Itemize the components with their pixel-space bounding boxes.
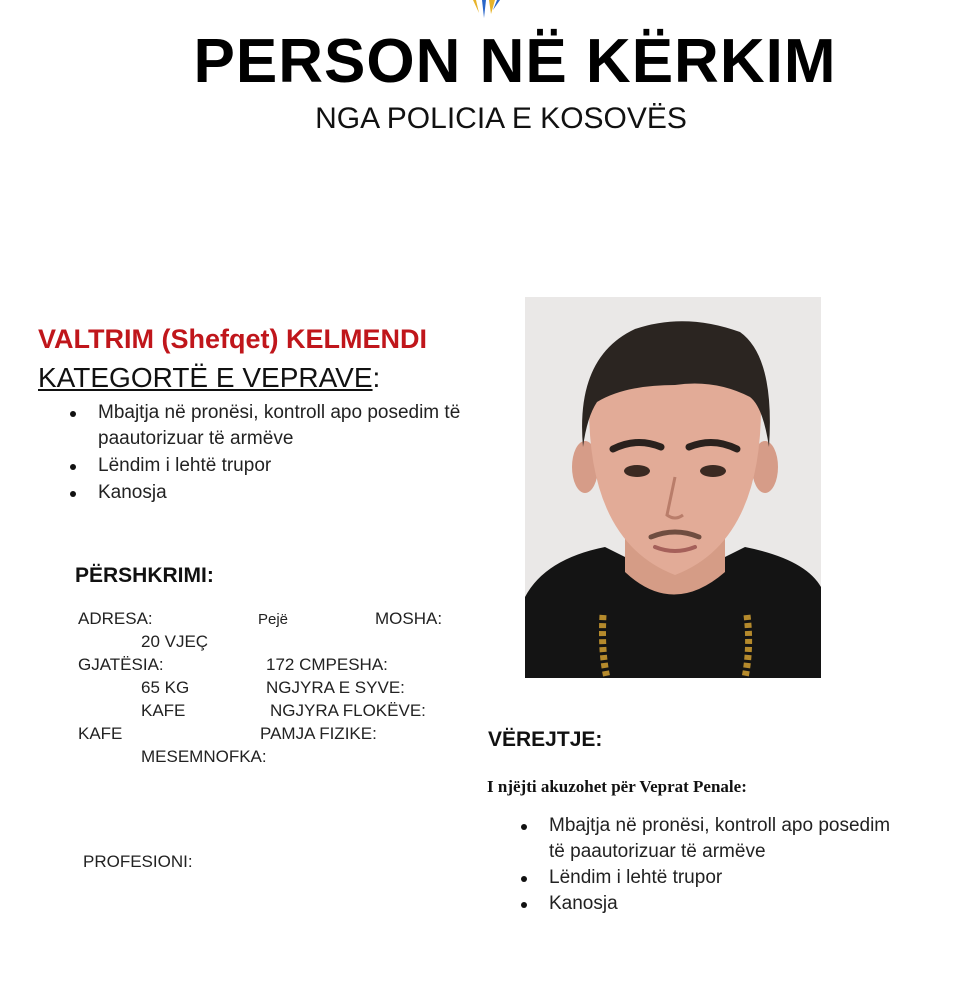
list-item: Kanosja	[68, 480, 508, 506]
syte-value: KAFE	[141, 701, 186, 720]
flokeve-value: KAFE	[78, 724, 123, 743]
person-photo	[525, 297, 821, 678]
police-emblem-icon	[455, 0, 515, 22]
list-item: Kanosja	[519, 891, 909, 917]
adresa-value: Pejë	[258, 611, 289, 628]
page-title: PERSON NË KËRKIM	[193, 27, 837, 96]
page-subtitle: NGA POLICIA E KOSOVËS	[315, 102, 687, 135]
categories-heading	[38, 362, 380, 394]
categories-heading-text: KATEGORTË E VEPRAVE	[38, 362, 373, 393]
list-item: Mbajtja në pronësi, kontroll apo posedim të paautorizuar të armëve	[68, 400, 508, 452]
adresa-label: ADRESA:	[78, 609, 153, 628]
remarks-note: I njëjti akuzohet për Veprat Penale:	[487, 777, 747, 796]
syte-label: NGJYRA E SYVE:	[266, 678, 405, 697]
list-item: Lëndim i lehtë trupor	[519, 865, 909, 891]
remarks-list	[519, 813, 909, 917]
list-item: Mbajtja në pronësi, kontroll apo posedim të paautorizuar të armëve	[519, 813, 909, 865]
categories-heading-colon: :	[372, 362, 381, 393]
categories-list	[68, 400, 508, 507]
pamja-label: PAMJA FIZIKE:	[260, 724, 377, 743]
shenja-label: MESEMNOFKA:	[141, 747, 267, 766]
mosha-label: MOSHA:	[375, 609, 443, 628]
description-heading: PËRSHKRIMI:	[75, 564, 214, 587]
list-item: Lëndim i lehtë trupor	[68, 453, 508, 479]
remarks-heading: VËREJTJE:	[488, 728, 603, 751]
flokeve-label: NGJYRA FLOKËVE:	[270, 701, 426, 720]
pesha-value: 65 KG	[141, 678, 190, 697]
person-name: VALTRIM (Shefqet) KELMENDI	[38, 324, 427, 354]
gjatesia-label: GJATËSIA:	[78, 655, 164, 674]
mosha-value: 20 VJEÇ	[141, 632, 209, 651]
profesioni-label: PROFESIONI:	[83, 852, 193, 871]
gjatesia-pesha-line: 172 CMPESHA:	[266, 655, 388, 674]
